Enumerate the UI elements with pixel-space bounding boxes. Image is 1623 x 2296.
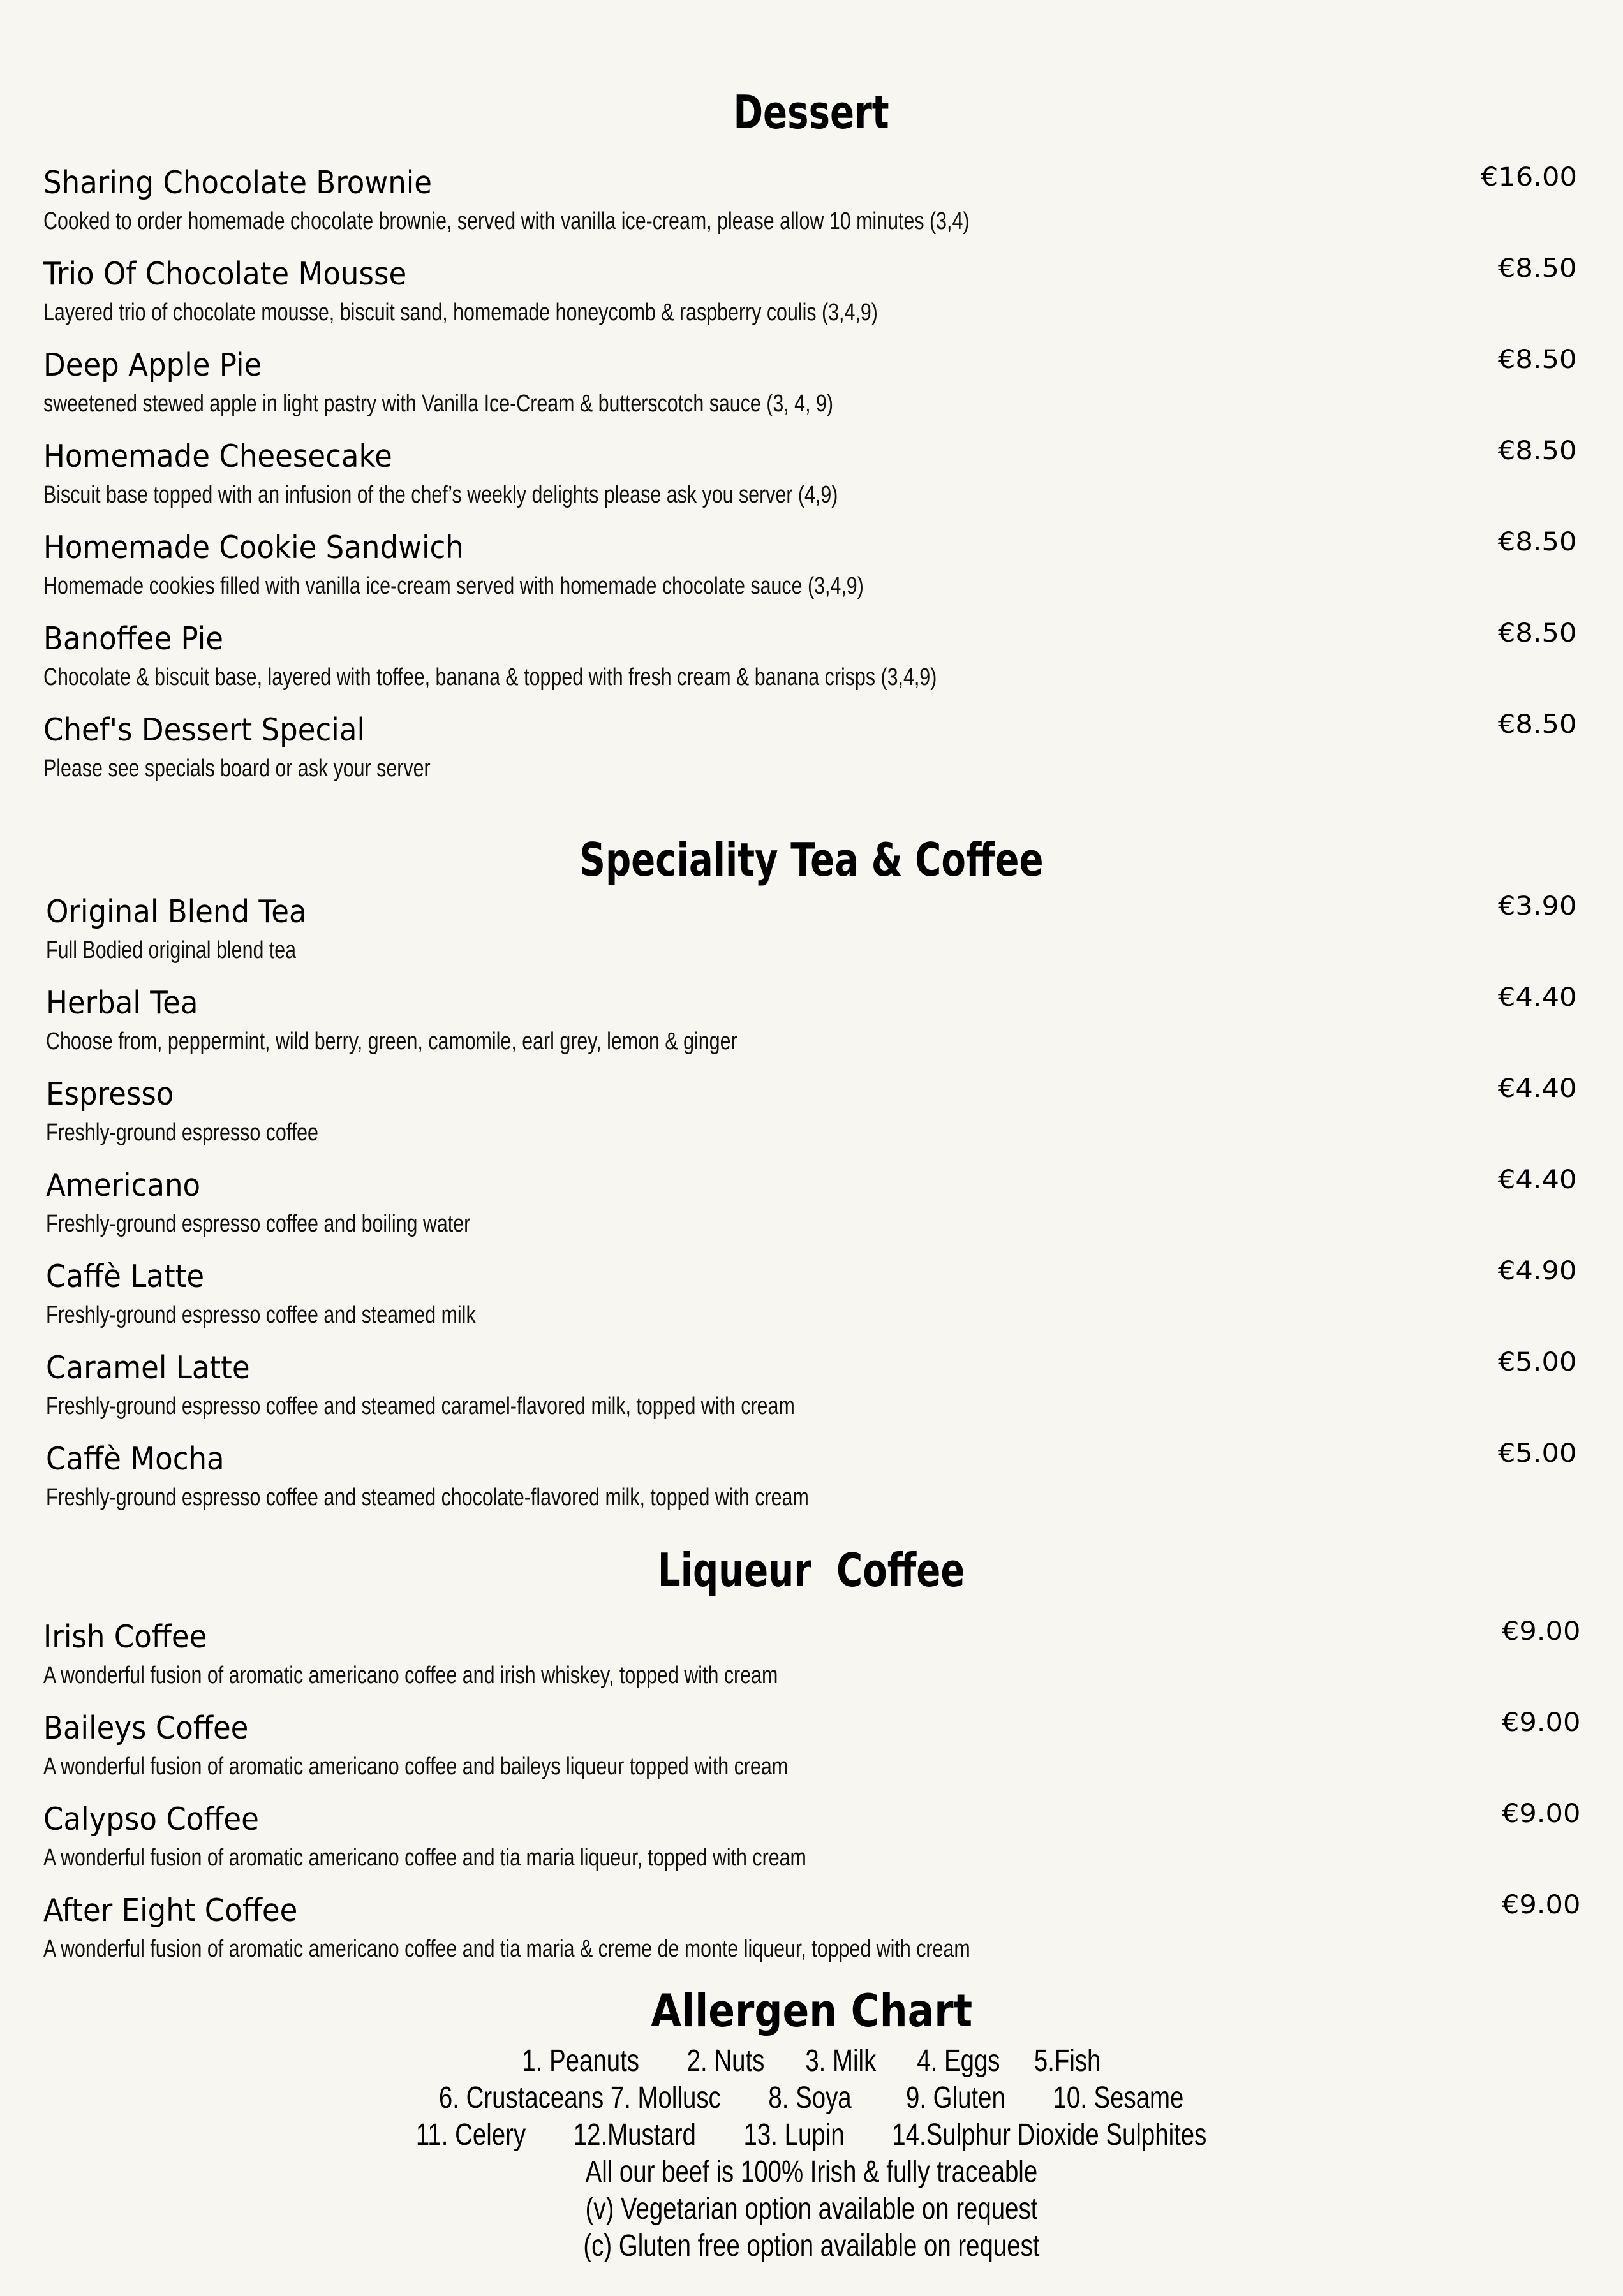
tea-coffee-title-text: Speciality Tea & Coffee [579, 833, 1044, 887]
allergen-line [0, 2046, 1623, 2077]
menu-item [0, 1799, 1623, 1893]
item-price: €16.00 [1480, 163, 1577, 192]
item-price: €8.50 [1498, 436, 1577, 466]
item-name: Caffè Mocha [46, 1441, 225, 1477]
allergen-line [0, 2083, 1623, 2114]
item-name: Caffè Latte [46, 1258, 205, 1295]
item-price: €5.00 [1498, 1439, 1577, 1468]
item-description: A wonderful fusion of aromatic americano coffee and tia maria liqueur, topped with cream [43, 1844, 806, 1871]
item-name: Irish Coffee [43, 1619, 207, 1655]
item-name: Homemade Cheesecake [43, 438, 392, 475]
dessert-title-text: Dessert [733, 85, 890, 139]
menu-item [0, 436, 1623, 530]
item-description: Freshly-ground espresso coffee and boiling water [46, 1211, 471, 1237]
item-name: Baileys Coffee [43, 1710, 249, 1746]
item-description: A wonderful fusion of aromatic americano coffee and irish whiskey, topped with cream [43, 1662, 778, 1689]
allergen-chart-title [0, 1985, 1623, 2037]
gluten-free-note-text: (c) Gluten free option available on request [583, 2229, 1040, 2263]
item-description: Homemade cookies filled with vanilla ice-cream served with homemade chocolate sauce (3,4,9) [43, 573, 864, 600]
item-description: Biscuit base topped with an infusion of the chef’s weekly delights please ask you server (4,9) [43, 482, 838, 508]
item-name: Sharing Chocolate Brownie [43, 165, 433, 201]
item-description: sweetened stewed apple in light pastry with Vanilla Ice-Cream & butterscotch sauce (3, 4, 9) [43, 390, 834, 417]
item-name: Caramel Latte [46, 1350, 250, 1386]
item-price: €9.00 [1502, 1617, 1581, 1646]
item-price: €8.50 [1498, 254, 1577, 283]
item-price: €4.40 [1498, 983, 1577, 1012]
liqueur-coffee-title-text: Liqueur Coffee [658, 1543, 965, 1597]
allergen-chart-title-text: Allergen Chart [651, 1985, 972, 2037]
item-price: €8.50 [1498, 710, 1577, 739]
item-description: A wonderful fusion of aromatic americano coffee and tia maria & creme de monte liqueur, topped with cream [43, 1936, 970, 1962]
item-price: €4.40 [1498, 1165, 1577, 1195]
vegetarian-note-text: (v) Vegetarian option available on request [585, 2192, 1038, 2226]
item-name: Original Blend Tea [46, 894, 307, 930]
menu-item [0, 1708, 1623, 1802]
item-description: Chocolate & biscuit base, layered with toffee, banana & topped with fresh cream & banana crisps (3,4,9) [43, 664, 937, 691]
allergen-note [0, 2231, 1623, 2262]
item-name: Deep Apple Pie [43, 347, 262, 383]
menu-item [0, 1074, 1623, 1168]
item-description: Full Bodied original blend tea [46, 937, 297, 964]
menu-item [0, 1348, 1623, 1441]
liqueur-coffee-section-title [0, 1543, 1623, 1597]
item-description: A wonderful fusion of aromatic americano coffee and baileys liqueur topped with cream [43, 1753, 789, 1780]
menu-item [0, 527, 1623, 621]
item-description: Choose from, peppermint, wild berry, green, camomile, earl grey, lemon & ginger [46, 1028, 737, 1055]
allergen-line-text: 11. Celery 12.Mustard 13. Lupin 14.Sulphur Dioxide Sulphites [416, 2118, 1207, 2152]
menu-item [0, 1165, 1623, 1259]
item-description: Freshly-ground espresso coffee [46, 1119, 318, 1146]
menu-item [0, 1256, 1623, 1350]
allergen-line [0, 2120, 1623, 2151]
item-description: Layered trio of chocolate mousse, biscuit sand, homemade honeycomb & raspberry coulis (3,4,9) [43, 299, 878, 326]
beef-note-text: All our beef is 100% Irish & fully traceable [585, 2155, 1038, 2189]
menu-item [0, 1890, 1623, 1984]
item-name: Espresso [46, 1076, 174, 1112]
item-name: Chef's Dessert Special [43, 712, 365, 748]
item-price: €9.00 [1502, 1799, 1581, 1829]
item-price: €4.90 [1498, 1256, 1577, 1286]
menu-item [0, 1439, 1623, 1533]
menu-item [0, 345, 1623, 439]
item-description: Please see specials board or ask your server [43, 755, 431, 782]
item-description: Freshly-ground espresso coffee and steamed milk [46, 1302, 476, 1328]
allergen-note [0, 2157, 1623, 2188]
item-name: Herbal Tea [46, 985, 198, 1021]
item-name: Americano [46, 1167, 201, 1203]
item-price: €8.50 [1498, 345, 1577, 374]
item-price: €9.00 [1502, 1890, 1581, 1920]
item-price: €9.00 [1502, 1708, 1581, 1737]
menu-item [0, 254, 1623, 348]
item-description: Cooked to order homemade chocolate brownie, served with vanilla ice-cream, please allow 10 minutes (3,4) [43, 208, 970, 235]
menu-item [0, 983, 1623, 1077]
allergen-line-text: 6. Crustaceans 7. Mollusc 8. Soya 9. Gluten 10. Sesame [439, 2081, 1184, 2115]
allergen-note [0, 2194, 1623, 2225]
item-description: Freshly-ground espresso coffee and steamed caramel-flavored milk, topped with cream [46, 1393, 795, 1420]
item-price: €8.50 [1498, 619, 1577, 648]
menu-item [0, 710, 1623, 804]
menu-item [0, 163, 1623, 256]
item-name: After Eight Coffee [43, 1892, 298, 1929]
menu-item [0, 619, 1623, 712]
item-price: €4.40 [1498, 1074, 1577, 1103]
item-name: Trio Of Chocolate Mousse [43, 256, 407, 292]
item-price: €3.90 [1498, 892, 1577, 921]
menu-item [0, 892, 1623, 985]
allergen-line-text: 1. Peanuts 2. Nuts 3. Milk 4. Eggs 5.Fish [522, 2044, 1101, 2078]
tea-coffee-section-title [0, 833, 1623, 887]
item-name: Banoffee Pie [43, 621, 224, 657]
item-price: €8.50 [1498, 527, 1577, 557]
item-description: Freshly-ground espresso coffee and steamed chocolate-flavored milk, topped with cream [46, 1484, 809, 1511]
item-name: Homemade Cookie Sandwich [43, 529, 464, 566]
dessert-section-title [0, 85, 1623, 139]
item-name: Calypso Coffee [43, 1801, 259, 1837]
menu-item [0, 1617, 1623, 1711]
item-price: €5.00 [1498, 1348, 1577, 1377]
